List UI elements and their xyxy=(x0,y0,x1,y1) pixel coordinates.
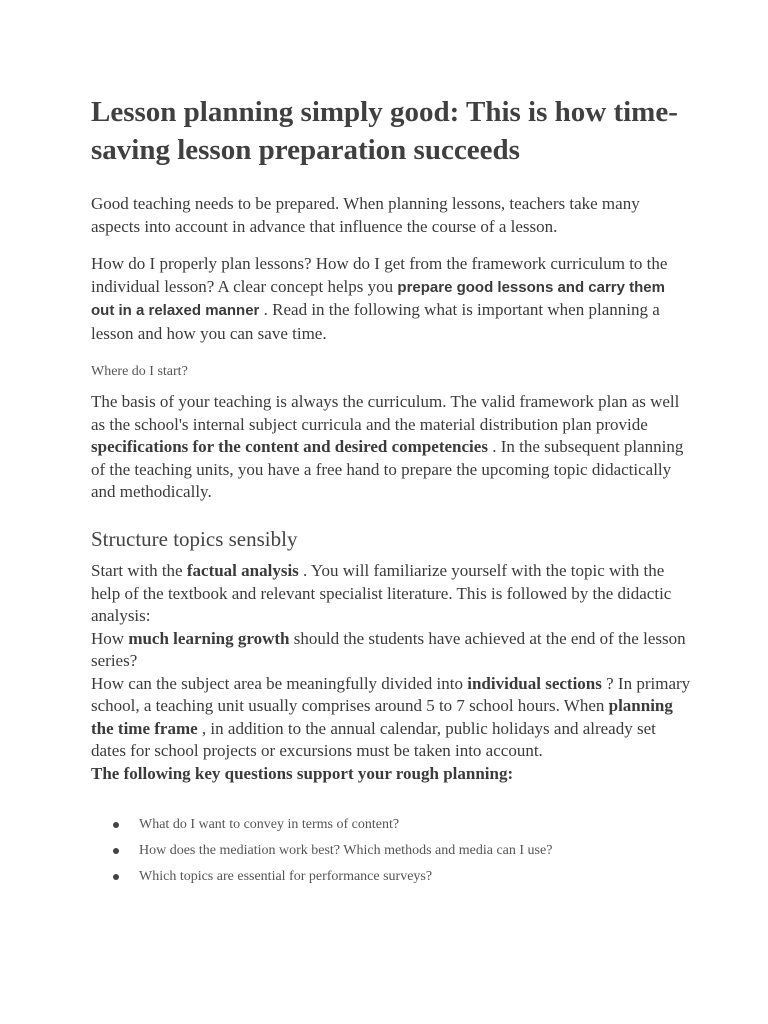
time-frame-bold: planning the time frame xyxy=(91,696,673,738)
bullet-icon xyxy=(113,822,119,828)
list-item-text: Which topics are essential for performance surveys? xyxy=(139,869,433,884)
sections-text-3: , in addition to the annual calendar, public holidays and already set dates for school projects or excursions must be taken into account. xyxy=(91,718,656,760)
list-item xyxy=(91,838,691,864)
planning-paragraph xyxy=(91,253,691,345)
growth-bold: much learning growth xyxy=(128,628,290,648)
curriculum-bold: specifications for the content and desired competencies xyxy=(91,437,488,456)
list-item xyxy=(91,812,691,838)
factual-text-2: . You will familiarize yourself with the topic with the help of the textbook and relevant specialist literature. This is followed by the didactic analysis: xyxy=(91,561,672,625)
curriculum-text-1: The basis of your teaching is always the curriculum. The valid framework plan as well as the school's internal subject curricula and the material distribution plan provide xyxy=(91,392,680,434)
structure-body xyxy=(91,560,691,785)
planning-text-1: How do I properly plan lessons? How do I get from the framework curriculum to the individual lesson? A clear concept helps you xyxy=(91,254,668,296)
list-item xyxy=(91,864,691,890)
key-questions-list xyxy=(91,812,691,890)
curriculum-paragraph xyxy=(91,391,691,504)
factual-bold: factual analysis xyxy=(186,561,299,580)
key-questions-heading: The following key questions support your rough planning: xyxy=(91,763,514,783)
sections-text-1: How can the subject area be meaningfully divided into xyxy=(91,673,468,693)
intro-paragraph: Good teaching needs to be prepared. When planning lessons, teachers take many aspects into account in advance that influence the course of a lesson. xyxy=(91,194,640,236)
bullet-icon xyxy=(113,874,119,880)
factual-text-1: Start with the xyxy=(91,561,187,580)
sections-text-2: ? In primary school, a teaching unit usually comprises around 5 to 7 school hours. When xyxy=(91,673,691,715)
planning-text-2: . Read in the following what is important when planning a lesson and how you can save time. xyxy=(91,300,660,343)
list-item-text: How does the mediation work best? Which methods and media can I use? xyxy=(139,843,553,858)
growth-text-1: How xyxy=(91,628,129,648)
curriculum-text-2: . In the subsequent planning of the teaching units, you have a free hand to prepare the upcoming topic didactically and methodically. xyxy=(91,437,684,501)
planning-bold: prepare good lessons and carry them out in a relaxed manner xyxy=(91,278,665,319)
sections-bold: individual sections xyxy=(467,673,602,693)
page-title: Lesson planning simply good: This is how time-saving lesson preparation succeeds xyxy=(91,96,678,166)
growth-text-2: should the students have achieved at the end of the lesson series? xyxy=(91,628,686,670)
sections-paragraph xyxy=(91,673,691,763)
section-heading: Structure topics sensibly xyxy=(91,527,298,551)
list-item-text: What do I want to convey in terms of content? xyxy=(139,817,400,832)
where-heading: Where do I start? xyxy=(91,364,188,379)
learning-growth-paragraph xyxy=(91,628,691,673)
bullet-icon xyxy=(113,848,119,854)
factual-analysis-paragraph xyxy=(91,560,691,628)
